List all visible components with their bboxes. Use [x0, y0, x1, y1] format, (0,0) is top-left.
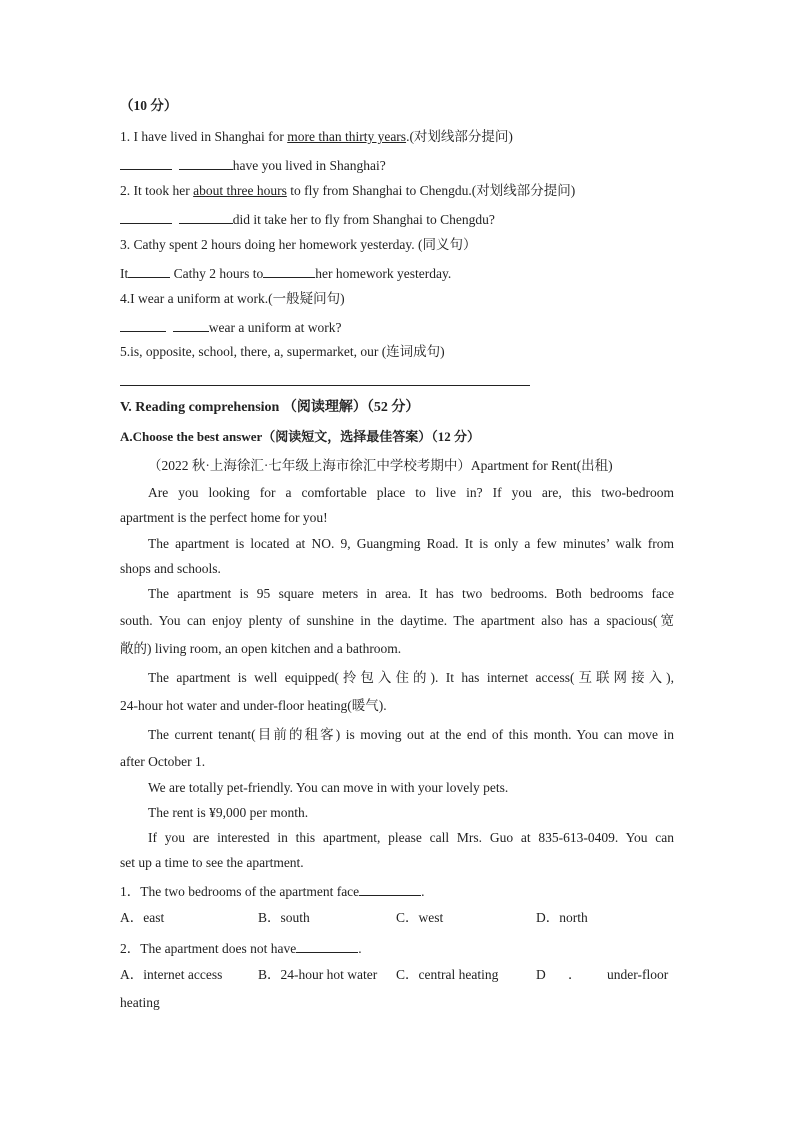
passage-line: 敞的) living room, an open kitchen and a bathroom. [120, 641, 402, 656]
answer-line-3 [120, 263, 451, 283]
option-b[interactable]: B．24-hour hot water [258, 967, 378, 982]
answer-blank[interactable] [179, 209, 233, 224]
passage-line: south. You can enjoy plenty of sunshine in the daytime. The apartment also has a spacious(宽 [120, 613, 674, 628]
passage-line: Are you looking for a comfortable place to live in? If you are, this two-bedroom [148, 485, 674, 500]
q2-text-a: 2. It took her [120, 183, 194, 198]
answer-fill-text: wear a uniform at work? [208, 320, 342, 335]
answer-fill-text: did it take her to fly from Shanghai to Chengdu? [232, 212, 495, 227]
option-a[interactable]: A．internet access [120, 967, 223, 982]
mc-question-1: 1．The two bedrooms of the apartment face . [120, 881, 425, 901]
answer-rule[interactable] [120, 385, 530, 386]
section-score: （10 分） [120, 98, 178, 113]
question-text: 1．The two bedrooms of the apartment face [120, 884, 360, 899]
option-d[interactable]: D [536, 967, 546, 982]
answer-line-2 [120, 209, 495, 229]
passage-line: 24-hour hot water and under-floor heating(暖气). [120, 698, 387, 713]
option-b[interactable]: B．south [258, 910, 310, 925]
passage-line: The current tenant(目前的租客) is moving out at the end of this month. You can move in [148, 727, 674, 742]
option-c[interactable]: C．central heating [396, 967, 499, 982]
answer-fill-text: have you lived in Shanghai? [232, 158, 386, 173]
section-title: V. Reading comprehension （阅读理解）（52 分） [120, 400, 420, 415]
question-text: 2．The apartment does not have [120, 941, 297, 956]
option-d-dot: ． [568, 967, 582, 982]
fill-word: Cathy 2 hours to [170, 266, 264, 281]
answer-line-1 [120, 155, 386, 175]
option-c[interactable]: C．west [396, 910, 444, 925]
q1-text-a: 1. I have lived in Shanghai for [120, 129, 288, 144]
q1-underlined: more than thirty years [287, 129, 407, 144]
rewrite-question-3: 3. Cathy spent 2 hours doing her homework yesterday. (同义句） [120, 237, 477, 252]
passage-line: The apartment is 95 square meters in area. It has two bedrooms. Both bedrooms face [148, 586, 674, 601]
rewrite-question-2 [120, 182, 575, 200]
option-d[interactable]: D．north [536, 910, 588, 925]
q2-underlined: about three hours [193, 183, 287, 198]
fill-word: her homework yesterday. [315, 266, 452, 281]
answer-blank[interactable] [359, 881, 421, 896]
answer-blank[interactable] [120, 209, 172, 224]
q2-text-b: to fly from Shanghai to Chengdu.(对划线部分提问) [286, 183, 576, 198]
answer-blank[interactable] [120, 155, 172, 170]
passage-line: We are totally pet-friendly. You can move in with your lovely pets. [148, 780, 509, 795]
rewrite-question-5: 5.is, opposite, school, there, a, supermarket, our (连词成句) [120, 344, 445, 359]
rewrite-question-4: 4.I wear a uniform at work.(一般疑问句) [120, 291, 345, 306]
answer-line-4 [120, 317, 341, 337]
rewrite-question-1 [120, 128, 513, 146]
answer-blank[interactable] [179, 155, 233, 170]
part-a-heading: A.Choose the best answer（阅读短文，选择最佳答案）（12 分） [120, 429, 481, 444]
answer-blank[interactable] [173, 317, 209, 332]
passage-line: The apartment is located at NO. 9, Guangming Road. It is only a few minutes’ walk from [148, 536, 674, 551]
answer-blank[interactable] [128, 263, 170, 278]
option-d-continued: heating [120, 995, 160, 1010]
fill-word: It [120, 266, 129, 281]
option-a[interactable]: A．east [120, 910, 165, 925]
passage-line: apartment is the perfect home for you! [120, 510, 328, 525]
answer-blank[interactable] [296, 938, 358, 953]
passage-line: If you are interested in this apartment, please call Mrs. Guo at 835-613-0409. You can [148, 830, 674, 845]
passage-line: after October 1. [120, 754, 206, 769]
passage-source: （2022 秋·上海徐汇·七年级上海市徐汇中学校考期中）Apartment for Rent(出租) [148, 458, 613, 473]
passage-line: The apartment is well equipped(拎包入住的). It has internet access(互联网接入), [148, 670, 674, 685]
answer-blank[interactable] [120, 317, 166, 332]
passage-line: shops and schools. [120, 561, 221, 576]
q1-text-b: .(对划线部分提问) [406, 129, 513, 144]
passage-line: The rent is ¥9,000 per month. [148, 805, 309, 820]
mc-question-2: 2．The apartment does not have . [120, 938, 362, 958]
option-d-text[interactable]: under-floor [607, 967, 669, 982]
passage-line: set up a time to see the apartment. [120, 855, 304, 870]
answer-blank[interactable] [263, 263, 315, 278]
